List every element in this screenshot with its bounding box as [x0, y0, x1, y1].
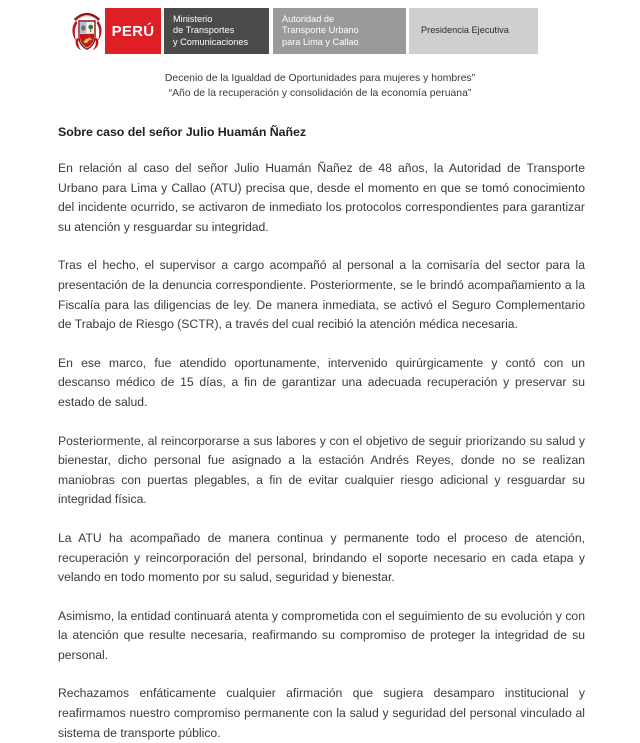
slogan-line-1: Decenio de la Igualdad de Oportunidades para mujeres y hombres”: [164, 73, 476, 84]
peru-coat-of-arms-icon: [70, 8, 104, 54]
paragraph: En ese marco, fue atendido oportunamente, intervenido quirúrgicamente y contó con un descanso médico de 15 días, a fin de garantizar una adecuada recuperación y preservar su estado de salud.: [58, 355, 585, 409]
paragraph: Posteriormente, al reincorporarse a sus labores y con el objetivo de seguir priorizando su salud y bienestar, dicho personal fue asignado a la estación Andrés Reyes, donde no se realizan maniobras con puertas plegables, a fin de evitar cualquier riesgo adicional y resguardar su integridad física.: [58, 433, 585, 507]
paragraph: La ATU ha acompañado de manera continua y permanente todo el proceso de atención, recuperación y reincorporación del personal, brindando el soporte necesario en cada etapa y velando en todo momento por su salud, seguridad y bienestar.: [58, 530, 585, 585]
paragraph: En relación al caso del señor Julio Huamán Ñañez de 48 años, la Autoridad de Transporte Urbano para Lima y Callao (ATU) precisa que, desde el momento en que se tomó conocimiento del incidente ocurrido, se activaron de inmediato los protocolos correspondientes para garantizar su atención y resguardar su integridad.: [58, 161, 585, 234]
header-logo-strip: [70, 8, 538, 54]
autoridad-line-3: para Lima y Callao: [282, 36, 359, 47]
autoridad-line-1: Autoridad de: [282, 13, 335, 24]
institutional-header: [0, 0, 640, 62]
slogan-line-2: “Año de la recuperación y consolidación de la economía peruana”: [168, 87, 472, 99]
header-block-autoridad: [273, 8, 406, 54]
ministerio-line-3: y Comunicaciones: [173, 36, 249, 47]
header-block-presidencia: [409, 8, 538, 54]
official-slogan: [0, 72, 640, 101]
header-block-ministerio: [164, 8, 269, 54]
peru-wordmark: PERÚ: [111, 22, 155, 40]
ministerio-line-1: Ministerio: [173, 13, 213, 24]
autoridad-line-2: Transporte Urbano: [282, 25, 359, 36]
statement-document: [0, 125, 640, 743]
page-title: Sobre caso del señor Julio Huamán Ñañez: [58, 125, 306, 139]
presidencia-label: Presidencia Ejecutiva: [421, 25, 509, 36]
paragraph: Asimismo, la entidad continuará atenta y comprometida con el seguimiento de su evolución y con la atención que resulte necesaria, reafirmando su compromiso de proteger la integridad de su personal.: [58, 608, 585, 662]
paragraph: Tras el hecho, el supervisor a cargo acompañó al personal a la comisaría del sector para la presentación de la denuncia correspondiente. Posteriormente, se le brindó acompañamiento a la Fiscalía para las diligencias de ley. De manera inmediata, se activó el Seguro Complementario de Trabajo de Riesgo (SCTR), a través del cual recibió la atención médica necesaria.: [58, 258, 585, 332]
ministerio-line-2: de Transportes: [173, 25, 235, 36]
paragraph: Rechazamos enfáticamente cualquier afirmación que sugiera desamparo institucional y reafirmamos nuestro compromiso permanente con la salud y seguridad del personal vinculado al sistema de transporte público.: [58, 686, 585, 740]
header-block-peru: [105, 8, 161, 54]
